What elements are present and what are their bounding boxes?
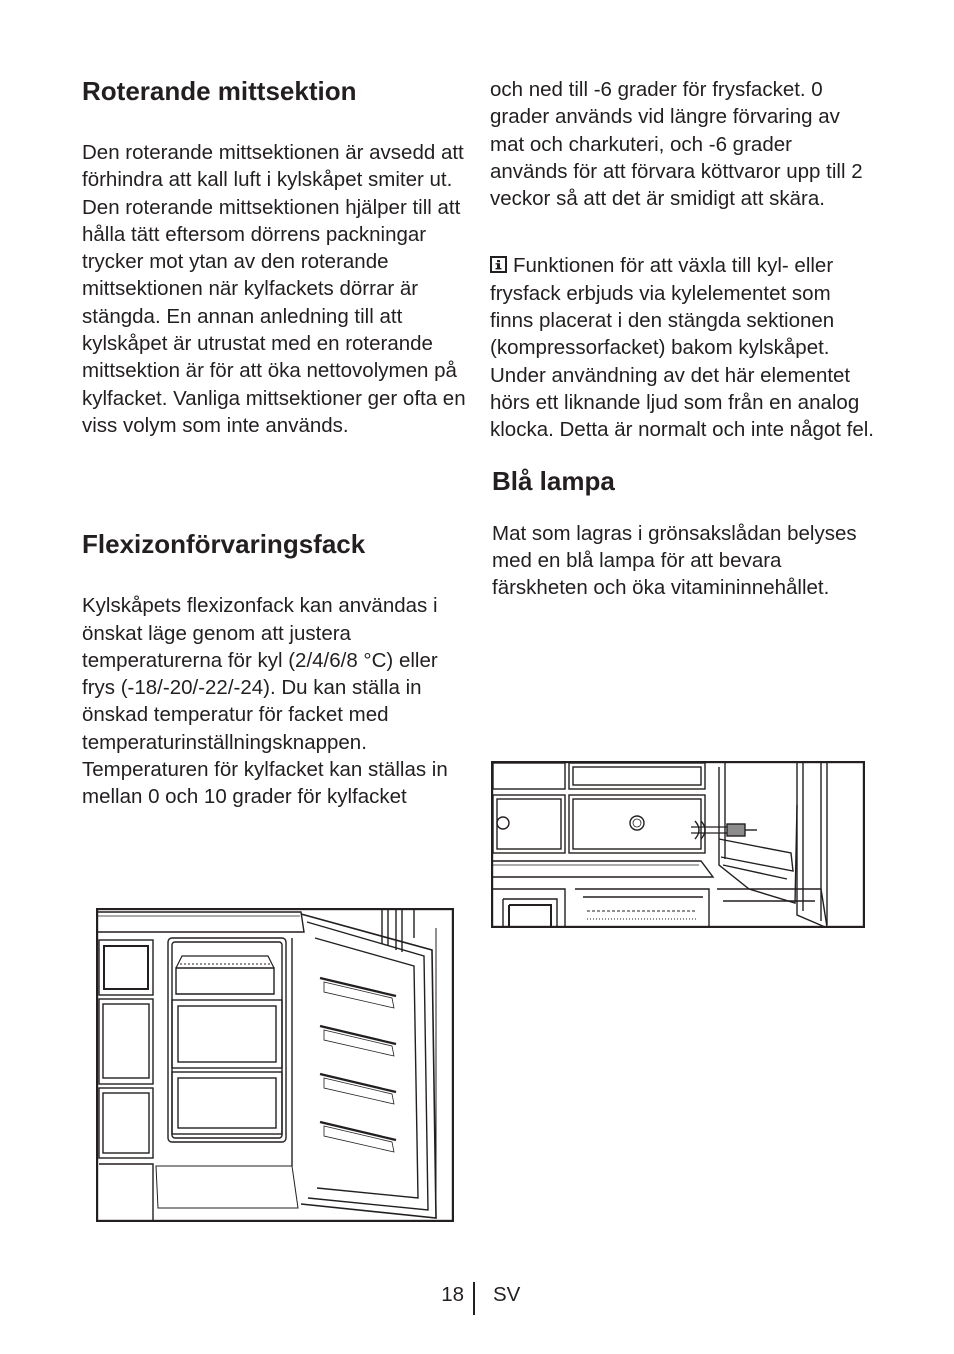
info-icon	[490, 256, 507, 273]
footer-divider	[473, 1282, 475, 1315]
page-number: 18	[441, 1283, 464, 1306]
heading-bla-lampa: Blå lampa	[492, 465, 615, 496]
info-note	[490, 252, 875, 443]
flexizon-compartment-illustration	[96, 908, 454, 1222]
paragraph-roterande-mittsektion: Den roterande mittsektionen är avsedd att förhindra att kall luft i kylskåpet smiter ut. Den roterande mittsektionen hjälper till att hålla tätt eftersom dörrens packningar trycker mot ytan av den roterande mittsektionen när kylfackets dörrar är stängda. En annan anledning till att kylskåpet är utrustat med en roterande mittsektion är för att öka nettovolymen på kylfacket. Vanliga mittsektioner ger ofta en viss volym som inte används.	[82, 141, 466, 437]
left-column	[82, 72, 467, 811]
paragraph-continuation: och ned till -6 grader för frysfacket. 0 grader används vid längre förvaring av mat och charkuteri, och -6 grader används för att förvara köttvaror upp till 2 veckor så att det är smidigt att skära.	[490, 78, 863, 211]
info-note-text: Funktionen för att växla till kyl- eller frysfack erbjuds via kylelementet som finns placerat i den stängda sektionen (kompressorfacket) bakom kylskåpet. Under användning av det här elementet hörs ett liknande ljud som från en analog klocka. Detta är normalt och inte något fel.	[490, 254, 875, 442]
language-code: SV	[493, 1283, 521, 1306]
blue-lamp-illustration	[491, 761, 865, 928]
paragraph-flexizon: Kylskåpets flexizonfack kan användas i önskat läge genom att justera temperaturerna för kyl (2/4/6/8 °C) eller frys (-18/-20/-22/-24). Du kan ställa in önskad temperatur för facket med temperaturinställningsknappen. Temperaturen för kylfacket kan ställas in mellan 0 och 10 grader för kylfacket	[82, 594, 448, 809]
heading-flexizon: Flexizonförvaringsfack	[82, 529, 366, 560]
heading-roterande-mittsektion: Roterande mittsektion	[82, 76, 357, 106]
right-column	[490, 76, 875, 601]
page-footer	[0, 1282, 954, 1316]
paragraph-bla-lampa: Mat som lagras i grönsakslådan belyses med en blå lampa för att bevara färskheten och öka vitamininnehållet.	[492, 521, 857, 600]
